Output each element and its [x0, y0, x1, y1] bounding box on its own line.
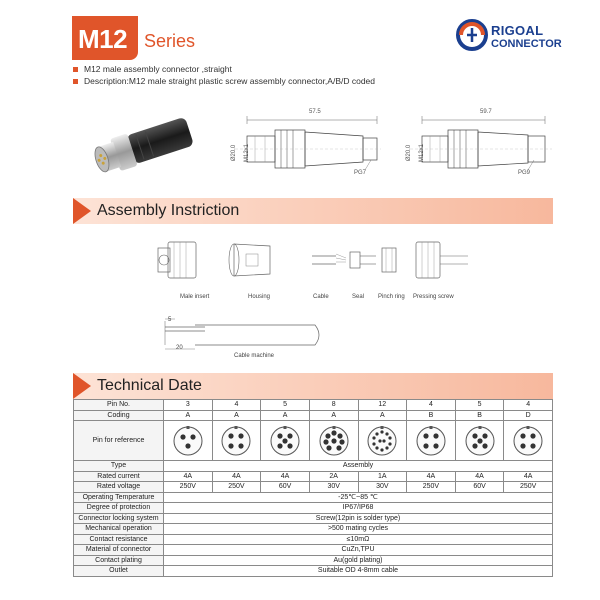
pin-contact [389, 436, 392, 439]
pin-face-ring [417, 427, 445, 455]
rated-voltage-cell: 250V [212, 482, 261, 493]
rated-current-cell: 4A [261, 471, 310, 482]
pin-contact [190, 434, 195, 439]
dim-thread-1: M12x1 [244, 143, 251, 163]
coding-cell: D [504, 410, 553, 421]
table-row [74, 524, 553, 535]
rated-voltage-cell: 60V [455, 482, 504, 493]
coding-cell: B [455, 410, 504, 421]
rated-current-cell: 4A [212, 471, 261, 482]
pin-face-icon [218, 423, 254, 459]
row-label-protection: Degree of protection [74, 503, 164, 514]
label-cable-machine: Cable machine [234, 353, 275, 359]
pin-diagram-cell [455, 421, 504, 461]
pin-diagram-cell [358, 421, 407, 461]
section-assembly-title: Assembly Instriction [97, 202, 240, 219]
pin-no-cell: 4 [212, 400, 261, 411]
pin-face-icon [462, 423, 498, 459]
table-row [74, 503, 553, 514]
pin-contact [376, 446, 379, 449]
row-label-op-temp: Operating Temperature [74, 492, 164, 503]
rated-current-cell: 4A [164, 471, 213, 482]
mech-value: >500 mating cycles [164, 524, 553, 535]
pin-contact [531, 433, 536, 438]
section-technical-header [73, 373, 553, 399]
pin-key-notch [527, 426, 530, 429]
rated-voltage-cell: 30V [309, 482, 358, 493]
pin-contact [472, 443, 477, 448]
label-housing: Housing [248, 294, 271, 300]
row-label-pin-no: Pin No. [74, 400, 164, 411]
pin-contact [482, 433, 487, 438]
section-triangle-icon [73, 198, 91, 224]
row-label-locking: Connector locking system [74, 513, 164, 524]
table-row [74, 492, 553, 503]
series-badge [72, 16, 138, 60]
pin-contact [185, 443, 190, 448]
pin-contact [239, 443, 244, 448]
type-value: Assembly [164, 461, 553, 472]
pin-diagram-cell [407, 421, 456, 461]
pin-contact [336, 445, 341, 450]
rated-current-cell: 4A [455, 471, 504, 482]
table-row [74, 400, 553, 411]
dim-pg-1: PG7 [354, 170, 367, 176]
brand-logo [455, 18, 565, 58]
label-pressing-screw: Pressing screw [413, 294, 454, 300]
pin-contact [381, 448, 384, 451]
dim-diameter-1: Ø20.0 [231, 144, 238, 162]
pin-contact [323, 439, 328, 444]
coding-cell: A [309, 410, 358, 421]
locking-value: Screw(12pin is solder type) [164, 513, 553, 524]
pin-contact [229, 433, 234, 438]
pin-contact [381, 430, 384, 433]
row-label-material: Material of connector [74, 545, 164, 556]
label-male-insert: Male insert [180, 294, 210, 300]
table-row [74, 555, 553, 566]
row-label-coding: Coding [74, 410, 164, 421]
pin-face-icon [267, 423, 303, 459]
brand-subtitle: CONNECTOR [491, 38, 562, 50]
row-label-contact-res: Contact resistance [74, 534, 164, 545]
protection-value: IP67/IP68 [164, 503, 553, 514]
pin-key-notch [186, 426, 189, 429]
coding-cell: A [261, 410, 310, 421]
pin-contact [229, 443, 234, 448]
pin-contact [277, 433, 282, 438]
table-row [74, 566, 553, 577]
pin-face-icon [364, 423, 400, 459]
pin-contact [180, 434, 185, 439]
pin-contact [423, 433, 428, 438]
pin-face-ring [222, 427, 250, 455]
table-row [74, 534, 553, 545]
bullet-product: M12 male assembly connector ,straight [73, 64, 232, 74]
rated-current-cell: 4A [407, 471, 456, 482]
coding-cell: A [164, 410, 213, 421]
contact-res-value: ≤10mΩ [164, 534, 553, 545]
pin-contact [326, 445, 331, 450]
pin-contact [482, 443, 487, 448]
pin-no-cell: 5 [261, 400, 310, 411]
brand-logo-icon [455, 18, 489, 52]
dim-strip-a: 5 [168, 317, 172, 323]
pin-contact [386, 432, 389, 435]
pin-no-cell: 4 [407, 400, 456, 411]
pin-contact [287, 443, 292, 448]
pin-contact [287, 433, 292, 438]
pin-key-notch [381, 426, 384, 429]
series-word: Series [144, 31, 196, 51]
row-label-mech: Mechanical operation [74, 524, 164, 535]
pin-contact [337, 433, 342, 438]
pin-contact [376, 432, 379, 435]
pin-contact [325, 433, 330, 438]
dim-thread-2: M12x1 [419, 143, 426, 163]
outlet-value: Suitable OD 4-8mm cable [164, 566, 553, 577]
coding-cell: A [212, 410, 261, 421]
pin-contact [282, 438, 287, 443]
pin-face-icon [170, 423, 206, 459]
label-cable: Cable [313, 294, 329, 300]
series-badge-text: M12 [78, 24, 128, 54]
op-temp-value: -25℃~85 ℃ [164, 492, 553, 503]
rated-current-cell: 4A [504, 471, 553, 482]
row-label-rated-voltage: Rated voltage [74, 482, 164, 493]
pin-contact [521, 443, 526, 448]
pin-diagram-cell [212, 421, 261, 461]
pin-contact [472, 433, 477, 438]
pin-contact [531, 443, 536, 448]
coding-cell: B [407, 410, 456, 421]
pin-contact [521, 433, 526, 438]
bullet-square-icon [73, 67, 78, 72]
material-value: CuZn,TPU [164, 545, 553, 556]
pin-contact [386, 446, 389, 449]
assembly-illustration [150, 232, 470, 296]
pin-face-icon [413, 423, 449, 459]
rated-current-cell: 1A [358, 471, 407, 482]
bullet-square-icon [73, 79, 78, 84]
pin-contact [331, 438, 336, 443]
brand-name: RIGOAL [491, 23, 544, 38]
pin-contact [379, 439, 382, 442]
rated-voltage-cell: 30V [358, 482, 407, 493]
dim-strip-b: 20 [176, 345, 183, 351]
row-label-type: Type [74, 461, 164, 472]
dim-diameter-2: Ø20.0 [406, 144, 413, 162]
dim-pg-2: PG9 [518, 170, 531, 176]
pin-face-ring [174, 427, 202, 455]
pin-key-notch [429, 426, 432, 429]
section-triangle-icon [73, 373, 91, 399]
table-row [74, 482, 553, 493]
spec-table [73, 399, 553, 577]
label-pinch-ring: Pinch ring [378, 294, 405, 300]
table-row [74, 471, 553, 482]
plating-value: Au(gold plating) [164, 555, 553, 566]
pin-diagram-cell [261, 421, 310, 461]
pin-key-notch [235, 426, 238, 429]
dim-length-1: 57.5 [309, 109, 321, 115]
pin-contact [339, 439, 344, 444]
connector-photo [80, 112, 200, 182]
pin-contact [331, 430, 336, 435]
pin-face-ring [514, 427, 542, 455]
table-row [74, 545, 553, 556]
pin-no-cell: 5 [455, 400, 504, 411]
coding-cell: A [358, 410, 407, 421]
pin-contact [423, 443, 428, 448]
table-row [74, 461, 553, 472]
pin-contact [389, 442, 392, 445]
pin-contact [239, 433, 244, 438]
pin-key-notch [478, 426, 481, 429]
label-seal: Seal [352, 294, 365, 300]
section-assembly-header [73, 198, 553, 224]
row-label-outlet: Outlet [74, 566, 164, 577]
section-technical-title: Technical Date [97, 377, 202, 394]
pin-contact [433, 433, 438, 438]
pin-diagram-cell [164, 421, 213, 461]
table-row [74, 513, 553, 524]
rated-voltage-cell: 250V [407, 482, 456, 493]
rated-voltage-cell: 250V [504, 482, 553, 493]
pin-contact [433, 443, 438, 448]
rated-voltage-cell: 250V [164, 482, 213, 493]
table-row [74, 410, 553, 421]
pin-face-icon [316, 423, 352, 459]
bullet-description: Description:M12 male straight plastic screw assembly connector,A/B/D coded [73, 76, 375, 86]
pin-no-cell: 3 [164, 400, 213, 411]
row-label-plating: Contact plating [74, 555, 164, 566]
pin-contact [373, 436, 376, 439]
pin-diagram-cell [309, 421, 358, 461]
pin-contact [383, 439, 386, 442]
row-label-pin-ref: Pin for reference [74, 421, 164, 461]
pin-no-cell: 12 [358, 400, 407, 411]
pin-face-icon [510, 423, 546, 459]
pin-key-notch [284, 426, 287, 429]
pin-diagram-cell [504, 421, 553, 461]
pin-contact [477, 438, 482, 443]
pin-key-notch [332, 426, 335, 429]
table-row [74, 421, 553, 461]
pin-contact [277, 443, 282, 448]
pin-no-cell: 8 [309, 400, 358, 411]
row-label-rated-current: Rated current [74, 471, 164, 482]
dim-length-2: 59.7 [480, 109, 492, 115]
rated-current-cell: 2A [309, 471, 358, 482]
pin-no-cell: 4 [504, 400, 553, 411]
pin-contact [373, 442, 376, 445]
rated-voltage-cell: 60V [261, 482, 310, 493]
